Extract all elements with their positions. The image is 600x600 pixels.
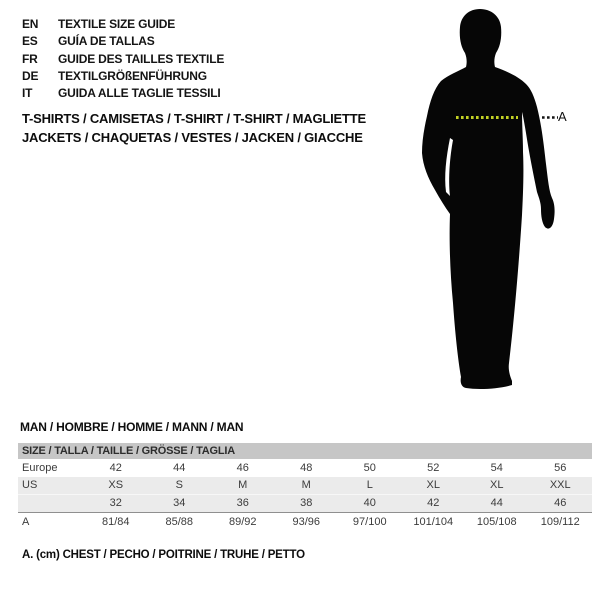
man-silhouette-svg bbox=[405, 5, 575, 395]
language-row-en bbox=[22, 16, 224, 33]
table-cell: 89/92 bbox=[228, 516, 257, 528]
table-cell: 34 bbox=[173, 497, 186, 509]
table-cell: 97/100 bbox=[352, 516, 387, 528]
table-cell: 38 bbox=[300, 497, 313, 509]
language-code: EN bbox=[22, 17, 39, 31]
man-silhouette-shape bbox=[422, 9, 555, 389]
table-cell: 109/112 bbox=[540, 516, 580, 528]
row-label: A bbox=[22, 516, 30, 528]
table-cell: 32 bbox=[109, 497, 122, 509]
language-label: GUIDE DES TAILLES TEXTILE bbox=[58, 51, 225, 66]
row-label bbox=[18, 495, 84, 512]
table-cell: 44 bbox=[173, 462, 186, 474]
section-title-man: MAN / HOMBRE / HOMME / MANN / MAN bbox=[20, 420, 244, 434]
language-label: TEXTILE SIZE GUIDE bbox=[58, 17, 176, 31]
size-table-header: SIZE / TALLA / TAILLE / GRÖSSE / TAGLIA bbox=[18, 443, 592, 459]
measure-footnote: A. (cm) CHEST / PECHO / POITRINE / TRUHE / PETTO bbox=[22, 549, 305, 561]
table-row-us bbox=[18, 477, 592, 494]
language-code: IT bbox=[22, 86, 33, 101]
product-line-jackets: JACKETS / CHAQUETAS / VESTES / JACKEN / GIACCHE bbox=[22, 129, 363, 145]
size-table bbox=[18, 443, 592, 531]
row-label: US bbox=[22, 479, 38, 491]
table-cell: 85/88 bbox=[165, 516, 194, 528]
table-cell: 81/84 bbox=[101, 516, 130, 528]
table-cell: 101/104 bbox=[413, 516, 454, 528]
table-cell: XS bbox=[108, 479, 124, 491]
language-list bbox=[22, 16, 224, 102]
table-cell: M bbox=[301, 479, 311, 491]
row-label: Europe bbox=[22, 462, 58, 474]
table-cell: 44 bbox=[490, 497, 503, 509]
man-silhouette-figure bbox=[405, 5, 575, 395]
table-cell: L bbox=[366, 479, 373, 491]
table-cell: 54 bbox=[490, 462, 503, 474]
table-cell: XXL bbox=[549, 479, 571, 491]
table-cell: 50 bbox=[363, 462, 376, 474]
table-cell: 48 bbox=[300, 462, 313, 474]
product-line-tshirts: T-SHIRTS / CAMISETAS / T-SHIRT / T-SHIRT / MAGLIETTE bbox=[22, 111, 366, 126]
language-label: GUÍA DE TALLAS bbox=[58, 34, 155, 49]
table-cell: 56 bbox=[554, 462, 567, 474]
table-row-chest-measure bbox=[18, 512, 592, 531]
product-categories bbox=[22, 110, 366, 147]
language-code: ES bbox=[22, 34, 38, 49]
table-cell: 46 bbox=[554, 497, 567, 509]
table-cell: 52 bbox=[427, 462, 440, 474]
language-code: DE bbox=[22, 68, 39, 83]
table-cell: 93/96 bbox=[292, 516, 321, 528]
language-row-es bbox=[22, 33, 224, 50]
table-cell: XL bbox=[490, 479, 504, 491]
table-cell: 42 bbox=[109, 462, 122, 474]
table-row-europe bbox=[18, 459, 592, 477]
table-cell: 40 bbox=[363, 497, 376, 509]
table-cell: 46 bbox=[236, 462, 249, 474]
language-label: GUIDA ALLE TAGLIE TESSILI bbox=[58, 86, 221, 101]
language-label: TEXTILGRÖßENFÜHRUNG bbox=[58, 68, 207, 83]
language-code: FR bbox=[22, 51, 38, 66]
table-cell: M bbox=[238, 479, 248, 491]
table-cell: 42 bbox=[427, 497, 440, 509]
table-cell: XL bbox=[426, 479, 440, 491]
table-cell: 105/108 bbox=[476, 516, 517, 528]
language-row-de bbox=[22, 68, 224, 85]
table-row-unlabeled bbox=[18, 494, 592, 512]
language-row-fr bbox=[22, 51, 224, 68]
language-row-it bbox=[22, 85, 224, 102]
table-cell: 36 bbox=[236, 497, 249, 509]
measure-label-a: A bbox=[558, 109, 567, 124]
table-cell: S bbox=[175, 479, 183, 491]
